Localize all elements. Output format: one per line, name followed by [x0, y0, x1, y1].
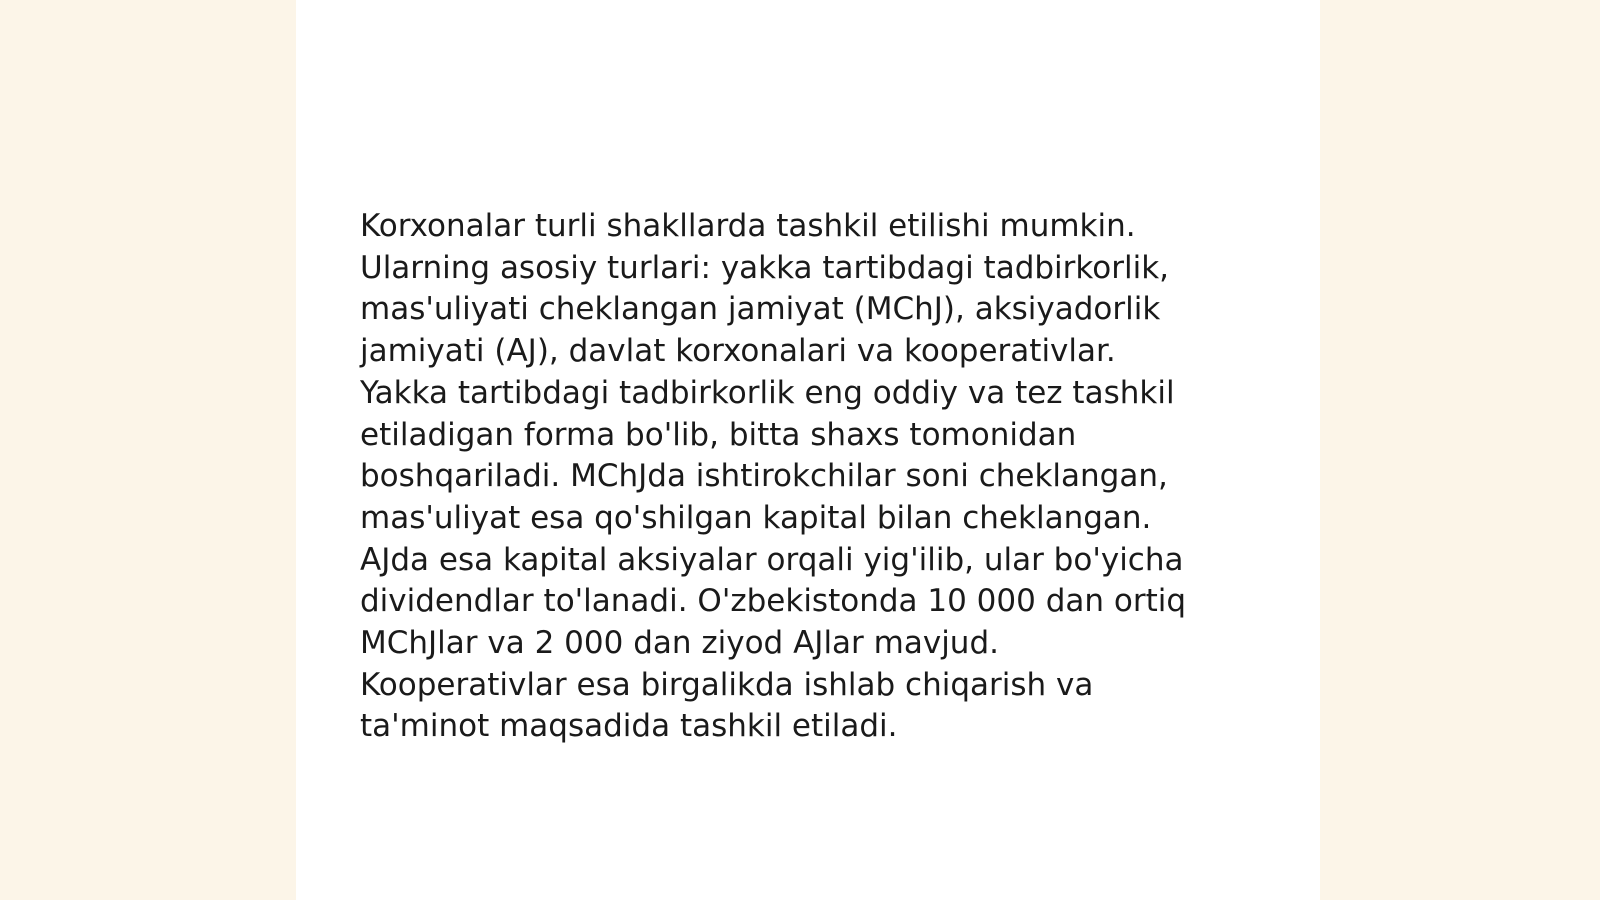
- body-paragraph: Korxonalar turli shakllarda tashkil etilishi mumkin. Ularning asosiy turlari: yakka tartibdagi tadbirkorlik, mas'uliyati cheklangan jamiyat (MChJ), aksiyadorlik jamiyati (AJ), davlat korxonalari va kooperativlar. Yakka tartibdagi tadbirkorlik eng oddiy va tez tashkil etiladigan forma bo'lib, bitta shaxs tomonidan boshqariladi. MChJda ishtirokchilar soni cheklangan, mas'uliyat esa qo'shilgan kapital bilan cheklangan. AJda esa kapital aksiyalar orqali yig'ilib, ular bo'yicha dividendlar to'lanadi. O'zbekistonda 10 000 dan ortiq MChJlar va 2 000 dan ziyod AJlar mavjud. Kooperativlar esa birgalikda ishlab chiqarish va ta'minot maqsadida tashkil etiladi.: [360, 208, 1187, 745]
- document-page: [296, 0, 1320, 900]
